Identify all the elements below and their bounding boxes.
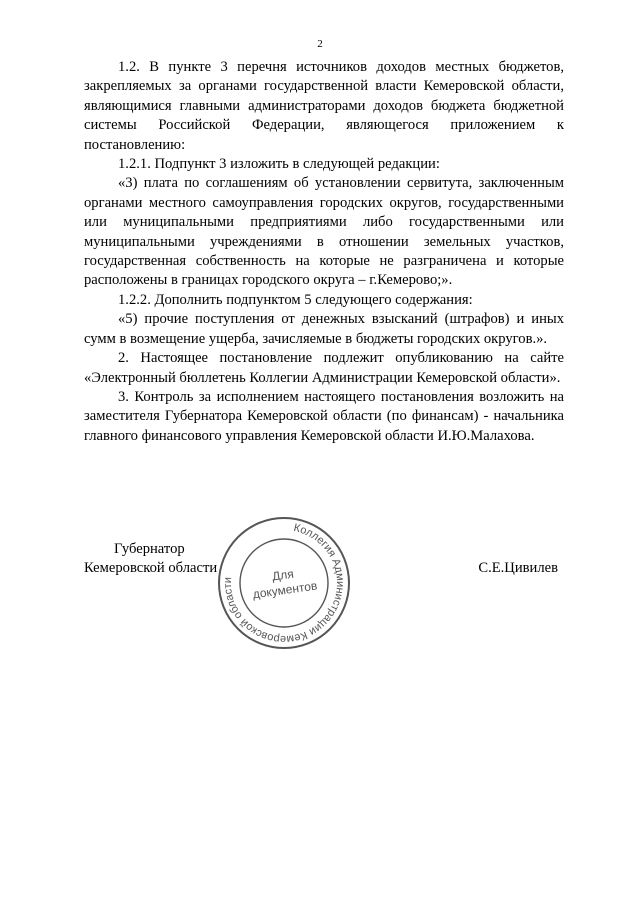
stamp-center-line1: Для [271,566,295,584]
paragraph-3: 3. Контроль за исполнением настоящего постановления возложить на заместителя Губернатора Кемеровской области (по финансам) - начальника главного финансового управления Кемеровской области И.Ю.Малахова. [84,388,564,444]
page-number: 2 [317,38,323,50]
paragraph-quote-3: «3) плата по соглашениям об установлении сервитута, заключенным органами местного самоуправления городских округов, государственными или муниципальными предприятиями либо государственными или муниципальными учреждениями в отношении земельных участков, государственная собственность на которые не разграничена и которые расположены в границах городского округа – г.Кемерово;». [84,175,564,289]
paragraph-1-2: 1.2. В пункте 3 перечня источников доходов местных бюджетов, закрепляемых за органами государственной власти Кемеровской области, являющимися главными администраторами доходов бюджета бюджетной системы Российской Федерации, являющегося приложением к постановлению: [84,59,564,153]
stamp-ring-text: Коллегия Администрации Кемеровской области [221,521,347,646]
paragraph-1-2-1: 1.2.1. Подпункт 3 изложить в следующей редакции: [118,156,440,173]
official-stamp [216,515,352,651]
signatory-title-line1: Губернатор [114,541,185,557]
paragraph-1-2-2: 1.2.2. Дополнить подпунктом 5 следующего содержания: [118,291,473,308]
paragraph-2: 2. Настоящее постановление подлежит опубликованию на сайте «Электронный бюллетень Коллегии Администрации Кемеровской области». [84,350,564,386]
signatory-name: С.Е.Цивилев [478,560,558,576]
stamp-center-line2: документов [251,578,319,602]
paragraph-quote-5: «5) прочие поступления от денежных взысканий (штрафов) и иных сумм в возмещение ущерба, зачисляемые в бюджеты городских округов.». [84,311,564,347]
signatory-title-line2: Кемеровской области [84,560,218,576]
document-body [84,58,564,446]
